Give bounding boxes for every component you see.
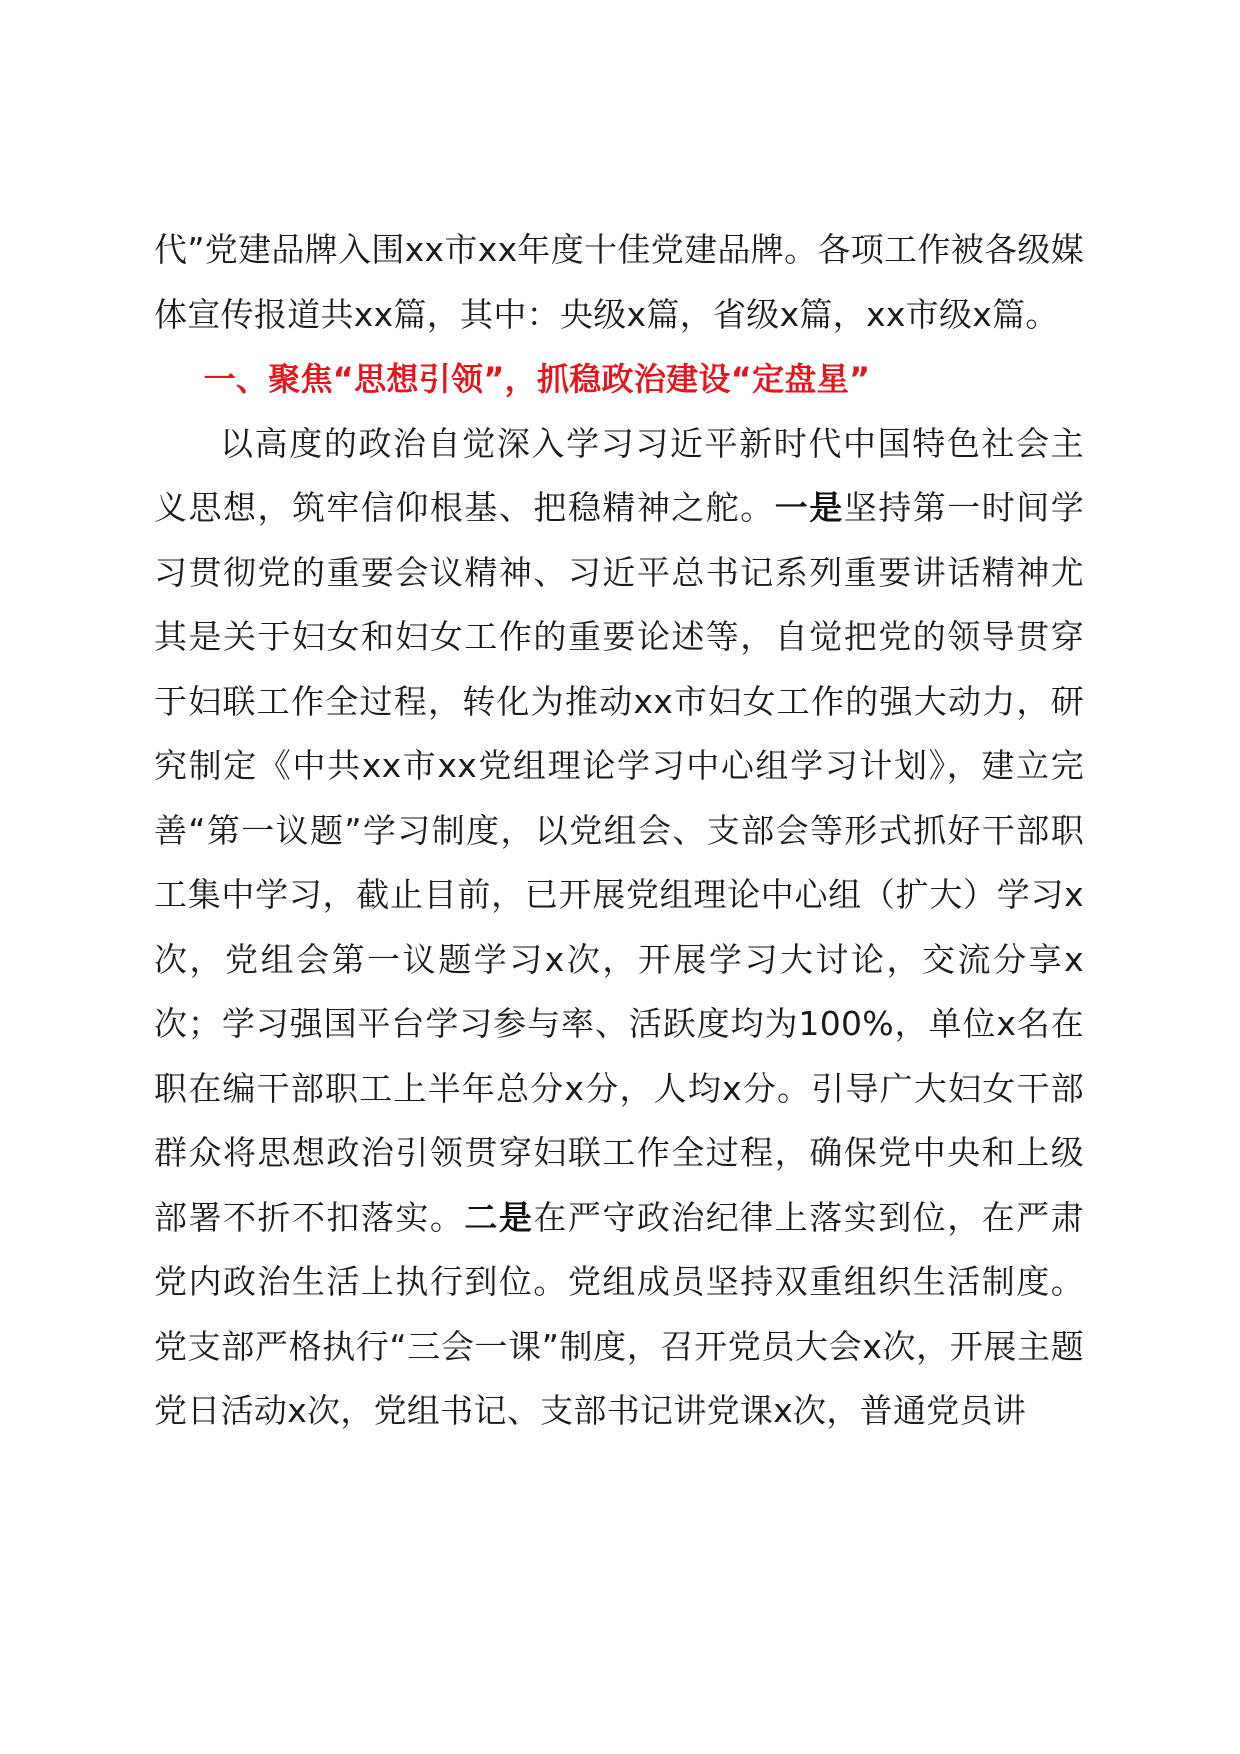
body-text-part2: 坚持第一时间学习贯彻党的重要会议精神、习近平总书记系列重要讲话精神尤其是关于妇女和妇女工作的重要论述等，自觉把党的领导贯穿于妇联工作全过程，转化为推动xx市妇女工作的强大动力，研究制定《中共xx市xx党组理论学习中心组学习计划》，建立完善“第一议题”学习制度，以党组会、支部会等形式抓好干部职工集中学习，截止目前，已开展党组理论中心组（扩大）学习x次，党组会第一议题学习x次，开展学习大讨论，交流分享x次；学习强国平台学习参与率、活跃度均为100%，单位x名在职在编干部职工上半年总分x分，人均x分。引导广大妇女干部群众将思想政治引领贯穿妇联工作全过程，确保党中央和上级部署不折不扣落实。 [154, 488, 1084, 1237]
body-paragraph [154, 412, 1084, 1444]
document-content [154, 218, 1084, 1444]
bold-marker-first: 一是 [774, 488, 844, 527]
body-text-part3: 在严守政治纪律上落实到位，在严肃党内政治生活上执行到位。党组成员坚持双重组织生活制度。党支部严格执行“三会一课”制度，召开党员大会x次，开展主题党日活动x次，党组书记、支部书记讲党课x次，普通党员讲 [154, 1197, 1084, 1430]
intro-paragraph: 代”党建品牌入围xx市xx年度十佳党建品牌。各项工作被各级媒体宣传报道共xx篇，其中：央级x篇，省级x篇，xx市级x篇。 [154, 230, 1084, 334]
body-text-part1: 以高度的政治自觉深入学习习近平新时代中国特色社会主义思想，筑牢信仰根基、把稳精神之舵。 [154, 423, 1084, 527]
bold-marker-second: 二是 [464, 1197, 534, 1237]
section-heading: 一、聚焦“思想引领”，抓稳政治建设“定盘星” [203, 360, 871, 398]
